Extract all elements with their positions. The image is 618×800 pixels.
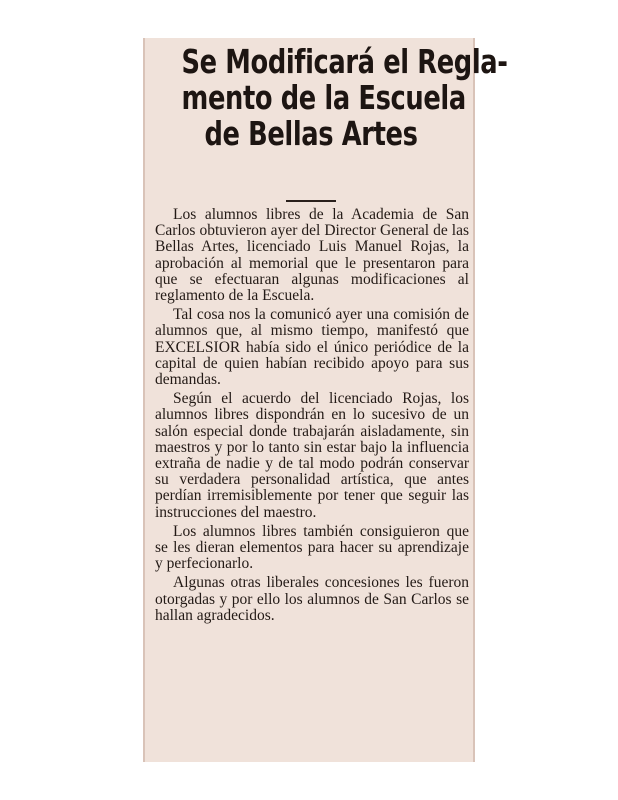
headline <box>181 42 508 153</box>
paragraph-2: Tal cosa nos la comunicó ayer una comisión de alumnos que, al mismo tiempo, manifestó que EXCELSIOR había sido el único periódice de la capital de quien habían recibido apoyo para sus demandas. <box>155 306 469 389</box>
paragraph-5: Algunas otras liberales concesiones les fueron otorgadas y por ello los alumnos de San Carlos se hallan agradecidos. <box>155 574 469 624</box>
article-body <box>155 207 469 627</box>
headline-line-1: Se Modificará el Regla- <box>181 42 508 81</box>
headline-line-2: mento de la Escuela <box>181 78 466 117</box>
headline-divider <box>286 200 336 202</box>
paragraph-3: Según el acuerdo del licenciado Rojas, los alumnos libres dispondrán en lo sucesivo de un salón especial donde trabajarán aisladamente, sin maestros y por lo tanto sin estar bajo la influencia extraña de nadie y de tal modo podrán conservar su verdadera personalidad artística, que antes perdían irremisiblemente por tener que seguir las instrucciones del maestro. <box>155 390 469 521</box>
paragraph-1: Los alumnos libres de la Academia de San Carlos obtuvieron ayer del Director General de las Bellas Artes, licenciado Luis Manuel Rojas, la aprobación al memorial que le presentaron para que se efectuaran algunas modificaciones al reglamento de la Escuela. <box>155 206 469 305</box>
headline-line-3: de Bellas Artes <box>204 114 418 153</box>
paragraph-4: Los alumnos libres también consiguieron que se les dieran elementos para hacer su aprendizaje y perfecionarlo. <box>155 522 469 573</box>
newspaper-clipping <box>143 38 508 762</box>
